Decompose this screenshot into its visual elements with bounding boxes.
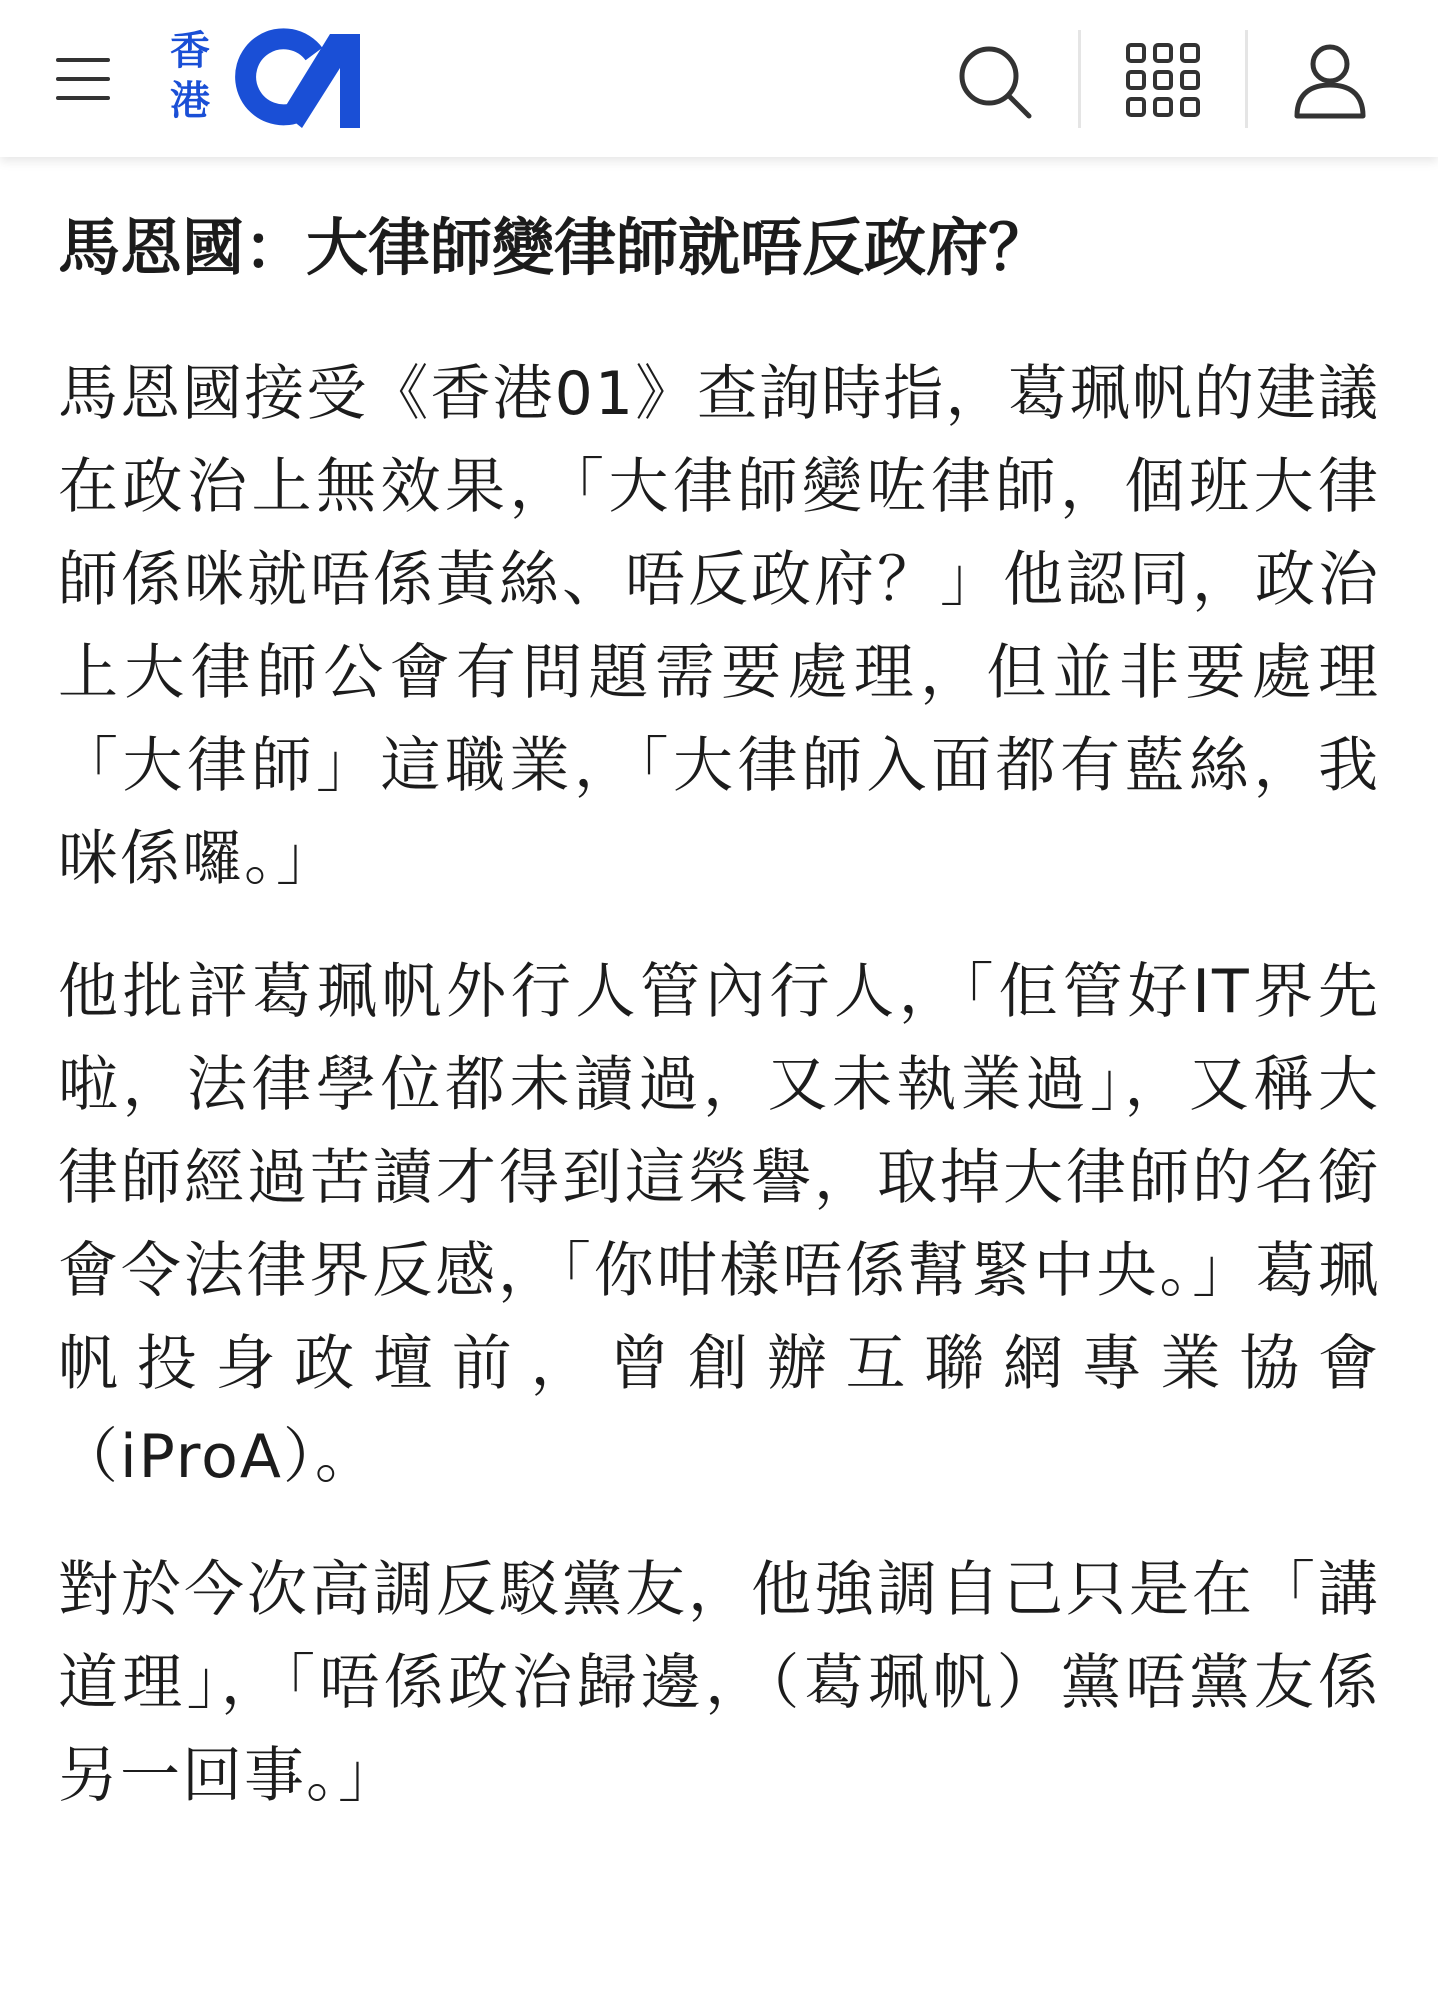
menu-line — [56, 96, 110, 100]
logo-01-mark — [222, 28, 362, 132]
logo-char-1: 香 — [170, 28, 210, 74]
logo-chinese-text — [170, 26, 218, 126]
top-navigation-bar — [0, 0, 1438, 157]
header-divider — [1245, 30, 1248, 128]
menu-line — [56, 58, 110, 62]
site-logo[interactable] — [170, 26, 370, 134]
article-paragraph: 他批評葛珮帆外行人管內行人，「佢管好IT界先啦，法律學位都未讀過，又未執業過」，又稱大律師經過苦讀才得到這榮譽，取掉大律師的名銜會令法律界反感，「你咁樣唔係幫緊中央。」葛珮帆投身政壇前，曾創辦互聯網專業協會（iProA）。 — [58, 957, 1380, 1492]
article-content — [58, 200, 1380, 1823]
article-headline: 馬恩國：大律師變律師就唔反政府？ — [58, 211, 1051, 284]
logo-char-2: 港 — [170, 78, 210, 124]
article-paragraph: 馬恩國接受《香港01》查詢時指，葛珮帆的建議在政治上無效果，「大律師變咗律師，個班大律師係咪就唔係黃絲、唔反政府？」他認同，政治上大律師公會有問題需要處理，但並非要處理「大律師」這職業，「大律師入面都有藍絲，我咪係囉。」 — [58, 359, 1380, 894]
header-divider — [1078, 30, 1081, 128]
article-paragraph: 對於今次高調反駁黨友，他強調自己只是在「講道理」，「唔係政治歸邊，（葛珮帆）黨唔黨友係另一回事。」 — [58, 1555, 1380, 1811]
hamburger-menu-icon[interactable] — [50, 52, 116, 106]
apps-grid-icon[interactable] — [1113, 30, 1213, 130]
menu-line — [56, 77, 110, 81]
user-account-icon[interactable] — [1280, 30, 1380, 130]
search-icon[interactable] — [945, 30, 1045, 130]
